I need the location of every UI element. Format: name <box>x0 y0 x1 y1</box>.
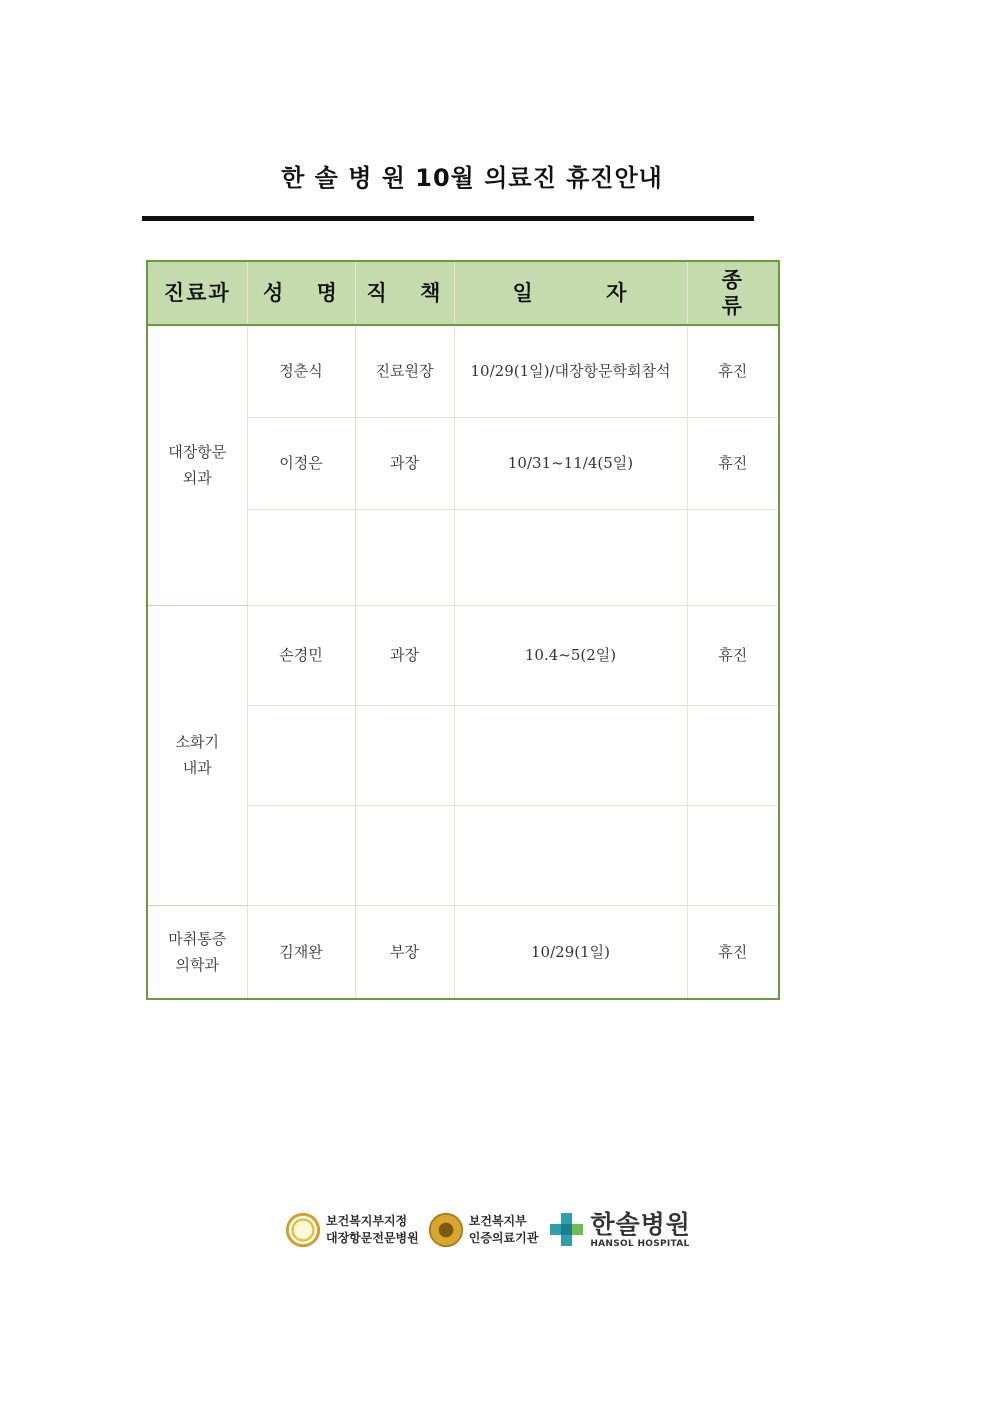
colorectal-hospital-seal-icon <box>286 1213 320 1247</box>
header-position: 직 책 <box>355 261 454 325</box>
department-cell: 대장항문 외과 <box>147 325 247 605</box>
accreditation-seal-icon <box>429 1213 463 1247</box>
table-row <box>147 605 779 705</box>
date-cell <box>454 805 687 905</box>
header-type: 종 류 <box>687 261 779 325</box>
cert2-line2: 인증의료기관 <box>468 1231 539 1245</box>
footer-logos <box>286 1206 696 1254</box>
type-cell <box>687 805 779 905</box>
brand-korean: 한솔병원 <box>590 1209 691 1239</box>
position-cell: 과장 <box>355 417 454 509</box>
type-cell <box>687 705 779 805</box>
department-cell: 마취통증 의학과 <box>147 905 247 999</box>
type-cell: 휴진 <box>687 417 779 509</box>
certification-accreditation <box>469 1213 539 1247</box>
table-header-row <box>147 261 779 325</box>
position-cell: 부장 <box>355 905 454 999</box>
page-title: 한 솔 병 원 10월 의료진 휴진안내 <box>281 164 663 192</box>
table-row <box>147 325 779 417</box>
hospital-brand <box>590 1209 691 1249</box>
date-cell: 10/29(1일) <box>454 905 687 999</box>
position-cell <box>355 705 454 805</box>
position-cell: 과장 <box>355 605 454 705</box>
date-cell <box>454 705 687 805</box>
name-cell: 손경민 <box>247 605 355 705</box>
type-cell: 휴진 <box>687 905 779 999</box>
header-name: 성 명 <box>247 261 355 325</box>
closure-schedule-table <box>146 260 780 1000</box>
date-cell <box>454 509 687 605</box>
name-cell <box>247 805 355 905</box>
date-cell: 10/29(1일)/대장항문학회참석 <box>454 325 687 417</box>
position-cell <box>355 805 454 905</box>
type-cell: 휴진 <box>687 325 779 417</box>
brand-english: HANSOL HOSPITAL <box>590 1238 690 1249</box>
position-cell <box>355 509 454 605</box>
header-department: 진료과 <box>147 261 247 325</box>
name-cell: 김재완 <box>247 905 355 999</box>
name-cell <box>247 705 355 805</box>
cert2-line1: 보건복지부 <box>468 1214 527 1228</box>
position-cell: 진료원장 <box>355 325 454 417</box>
name-cell <box>247 509 355 605</box>
hansol-cross-logo-icon <box>550 1213 584 1247</box>
table-row <box>147 905 779 999</box>
title-underline <box>142 216 754 221</box>
date-cell: 10.4~5(2일) <box>454 605 687 705</box>
type-cell: 휴진 <box>687 605 779 705</box>
date-cell: 10/31~11/4(5일) <box>454 417 687 509</box>
header-date: 일 자 <box>454 261 687 325</box>
department-cell: 소화기 내과 <box>147 605 247 905</box>
certification-designation <box>326 1213 419 1247</box>
name-cell: 정춘식 <box>247 325 355 417</box>
type-cell <box>687 509 779 605</box>
cert1-line1: 보건복지부지정 <box>326 1214 408 1228</box>
name-cell: 이정은 <box>247 417 355 509</box>
cert1-line2: 대장항문전문병원 <box>326 1231 419 1245</box>
